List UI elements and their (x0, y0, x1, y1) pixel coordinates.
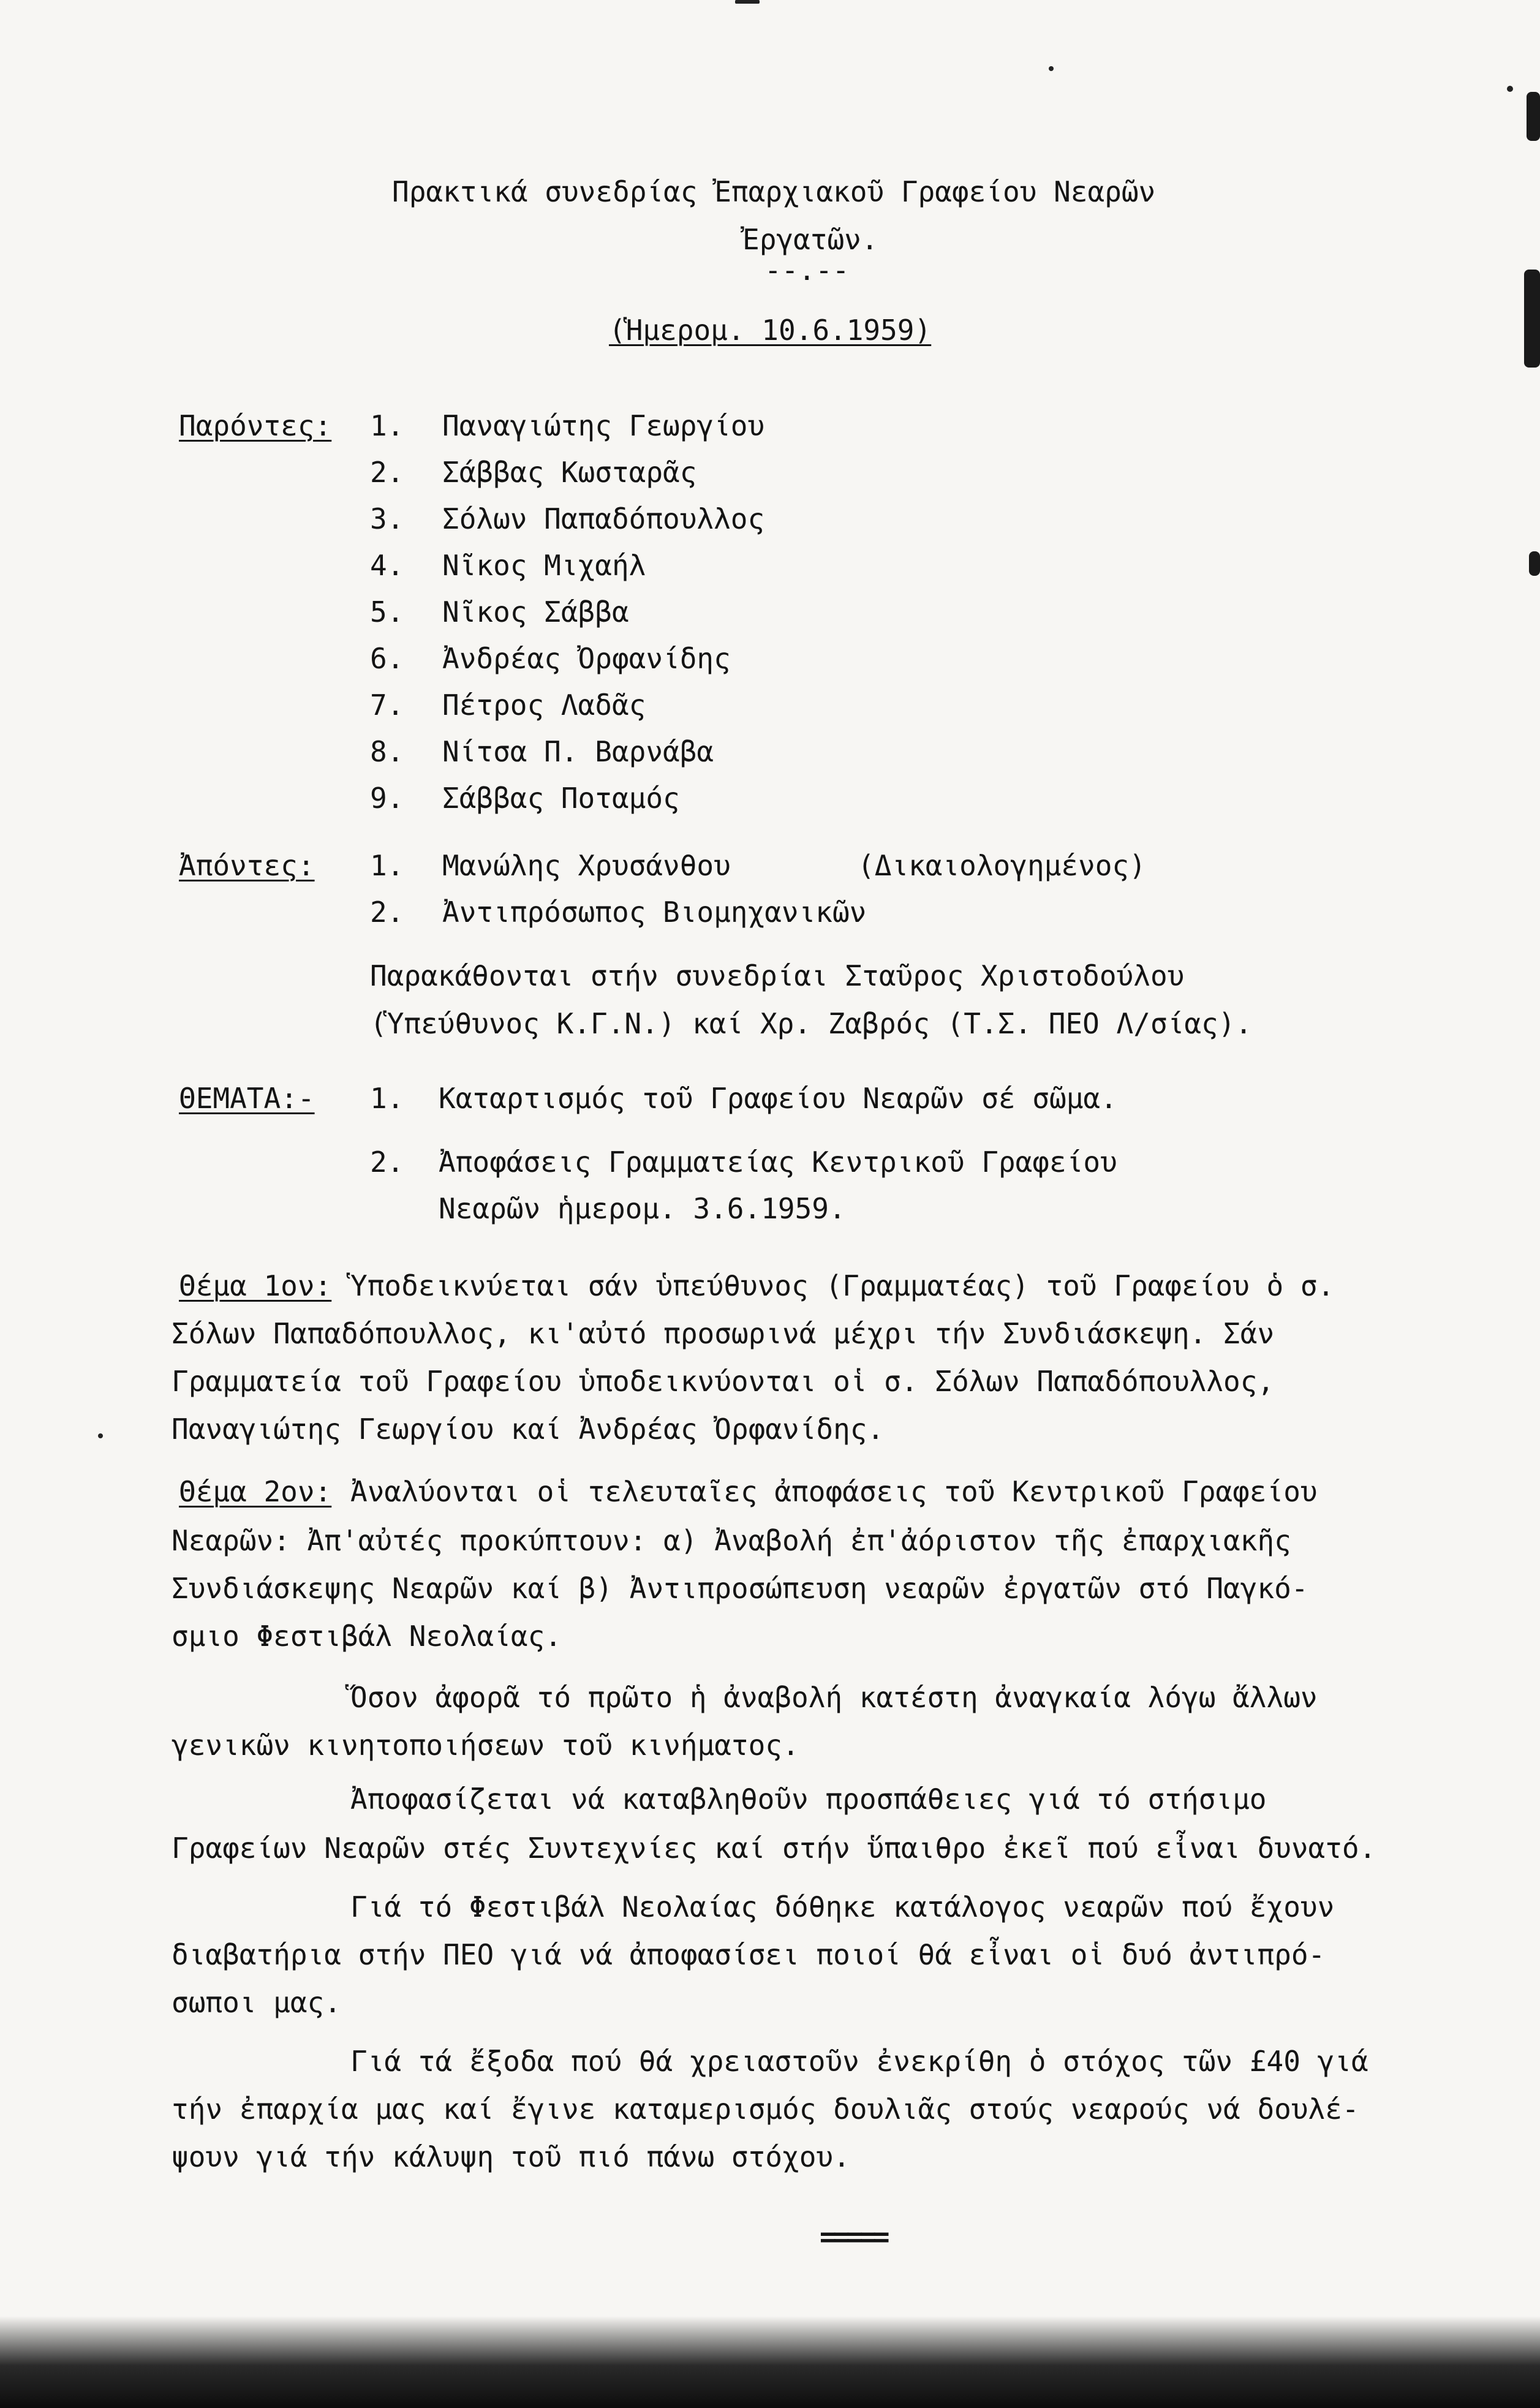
paragraph-line: διαβατήρια στήν ΠΕΟ γιά νά ἀποφασίσει ποιοί θά εἶναι οἱ δυό ἀντιπρό- (172, 1938, 1326, 1971)
scan-speck (1507, 86, 1513, 92)
absent-label: Ἀπόντες: (179, 849, 315, 882)
absent-number: 1. (370, 849, 404, 882)
paragraph-line: Γιά τό Φεστιβάλ Νεολαίας δόθηκε κατάλογος νεαρῶν πού ἔχουν (350, 1890, 1335, 1923)
guests-line: (Ὑπεύθυνος Κ.Γ.Ν.) καί Χρ. Ζαβρός (Τ.Σ. ΠΕΟ Λ/σίας). (370, 1007, 1253, 1040)
topic2-line: Ἀναλύονται οἱ τελευταῖες ἀποφάσεις τοῦ Κεντρικοῦ Γραφείου (350, 1475, 1318, 1508)
present-number: 9. (370, 782, 404, 815)
present-number: 4. (370, 549, 404, 582)
topic1-line: Ὑποδεικνύεται σάν ὑπεύθυνος (Γραμματέας) τοῦ Γραφείου ὁ σ. (350, 1269, 1335, 1302)
scan-edge-mark (1527, 92, 1540, 141)
present-name: Σάββας Ποταμός (442, 782, 680, 815)
present-name: Σάββας Κωσταρᾶς (442, 456, 697, 489)
paragraph-line: Ἀποφασίζεται νά καταβληθοῦν προσπάθειες γιά τό στήσιμο (350, 1783, 1267, 1816)
present-number: 6. (370, 642, 404, 675)
scan-speck (1049, 66, 1054, 71)
end-mark: ===== (820, 2220, 886, 2253)
present-number: 2. (370, 456, 404, 489)
scan-bottom-shadow (0, 2266, 1540, 2408)
paragraph-line: τήν ἐπαρχία μας καί ἔγινε καταμερισμός δουλιᾶς στούς νεαρούς νά δουλέ- (172, 2093, 1359, 2126)
present-number: 3. (370, 502, 404, 535)
paragraph-line: γενικῶν κινητοποιήσεων τοῦ κινήματος. (172, 1729, 799, 1762)
scan-edge-mark (1529, 551, 1540, 576)
absent-note: (Δικαιολογημένος) (858, 849, 1146, 882)
topic-number: 2. (370, 1145, 404, 1179)
present-number: 5. (370, 595, 404, 628)
paragraph-line: Γιά τά ἔξοδα πού θά χρειαστοῦν ἐνεκρίθη ὁ στόχος τῶν £40 γιά (350, 2045, 1368, 2078)
topic2-line: σμιο Φεστιβάλ Νεολαίας. (172, 1620, 562, 1653)
topics-label: ΘΕΜΑΤΑ:- (179, 1082, 315, 1115)
paragraph-line: σωποι μας. (172, 1986, 341, 2019)
document-title-line2: Ἐργατῶν. (742, 223, 878, 256)
topic2-line: Συνδιάσκεψης Νεαρῶν καί β) Ἀντιπροσώπευση νεαρῶν ἐργατῶν στό Παγκό- (172, 1572, 1308, 1605)
topic-text: Ἀποφάσεις Γραμματείας Κεντρικοῦ Γραφείου (439, 1145, 1117, 1179)
present-name: Ἀνδρέας Ὀρφανίδης (442, 642, 731, 675)
scan-speck (98, 1433, 103, 1438)
present-number: 8. (370, 735, 404, 768)
scan-edge-mark (1524, 270, 1540, 368)
present-name: Σόλων Παπαδόπουλλος (442, 502, 765, 535)
present-number: 7. (370, 689, 404, 722)
guests-line: Παρακάθονται στήν συνεδρίαι Σταῦρος Χριστοδούλου (370, 959, 1185, 992)
meeting-date: (Ἡμερομ. 10.6.1959) (609, 314, 932, 347)
scan-speck (735, 0, 760, 4)
document-title-line1: Πρακτικά συνεδρίας Ἐπαρχιακοῦ Γραφείου Νεαρῶν (392, 175, 1156, 208)
present-name: Πέτρος Λαδᾶς (442, 689, 646, 722)
present-number: 1. (370, 409, 404, 442)
topic-text-continued: Νεαρῶν ἡμερομ. 3.6.1959. (439, 1192, 846, 1225)
present-name: Νῖκος Μιχαήλ (442, 549, 646, 582)
absent-number: 2. (370, 896, 404, 929)
topic1-label: Θέμα 1ον: (179, 1269, 332, 1302)
topic1-line: Σόλων Παπαδόπουλλος, κι'αὐτό προσωρινά μέχρι τήν Συνδιάσκεψη. Σάν (172, 1317, 1275, 1350)
paragraph-line: ψουν γιά τήν κάλυψη τοῦ πιό πάνω στόχου. (172, 2140, 850, 2173)
absent-name: Ἀντιπρόσωπος Βιομηχανικῶν (442, 896, 867, 929)
present-label: Παρόντες: (179, 409, 332, 442)
paragraph-line: Ὅσον ἀφορᾶ τό πρῶτο ἡ ἀναβολή κατέστη ἀναγκαία λόγω ἄλλων (350, 1681, 1318, 1714)
topic1-line: Παναγιώτης Γεωργίου καί Ἀνδρέας Ὀρφανίδης. (172, 1413, 885, 1446)
present-name: Νῖκος Σάββα (442, 595, 629, 628)
topic2-label: Θέμα 2ον: (179, 1475, 332, 1508)
topic-text: Καταρτισμός τοῦ Γραφείου Νεαρῶν σέ σῶμα. (439, 1082, 1117, 1115)
absent-name: Μανώλης Χρυσάνθου (442, 849, 731, 882)
present-name: Παναγιώτης Γεωργίου (442, 409, 765, 442)
topic-number: 1. (370, 1082, 404, 1115)
topic2-line: Νεαρῶν: Ἀπ'αὐτές προκύπτουν: α) Ἀναβολή ἐπ'ἀόριστον τῆς ἐπαρχιακῆς (172, 1524, 1291, 1557)
paragraph-line: Γραφείων Νεαρῶν στές Συντεχνίες καί στήν ὕπαιθρο ἐκεῖ πού εἶναι δυνατό. (172, 1832, 1376, 1865)
present-name: Νίτσα Π. Βαρνάβα (442, 735, 714, 768)
topic1-line: Γραμματεία τοῦ Γραφείου ὑποδεικνύονται οἱ σ. Σόλων Παπαδόπουλλος, (172, 1365, 1275, 1398)
title-separator: --.-- (764, 254, 850, 287)
